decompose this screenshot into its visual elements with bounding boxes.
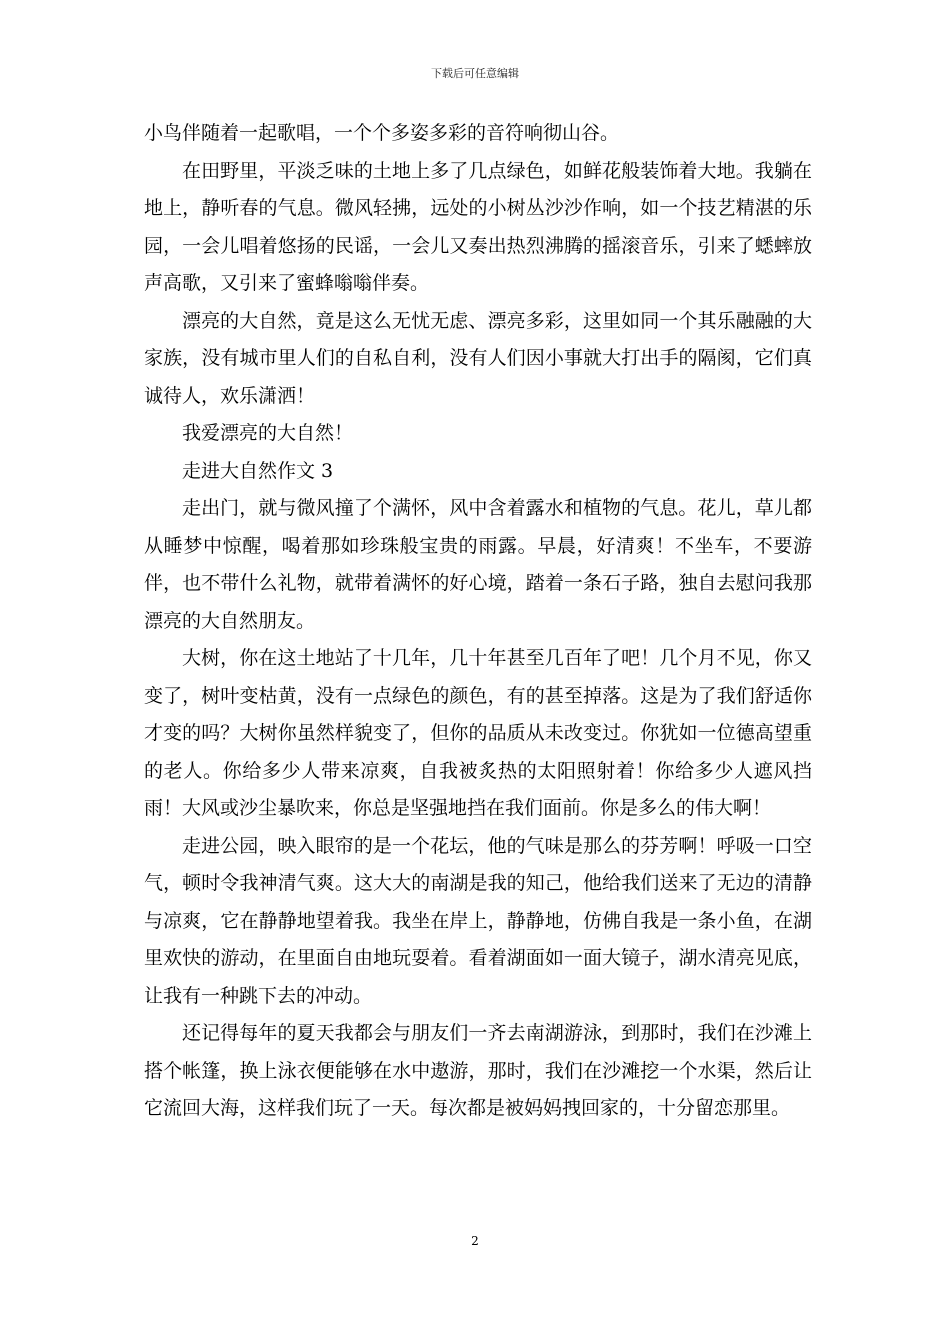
page-number: 2	[471, 1234, 479, 1248]
paragraph: 大树，你在这土地站了十几年，几十年甚至几百年了吧！几个月不见，你又变了，树叶变枯黄，没有一点绿色的颜色，有的甚至掉落。这是为了我们舒适你才变的吗？大树你虽然样貌变了，但你的品质从未改变过。你犹如一位德高望重的老人。你给多少人带来凉爽，自我被炙热的太阳照射着！你给多少人遮风挡雨！大风或沙尘暴吹来，你总是坚强地挡在我们面前。你是多么的伟大啊！	[144, 647, 812, 819]
paragraph: 漂亮的大自然，竟是这么无忧无虑、漂亮多彩，这里如同一个其乐融融的大家族，没有城市里人们的自私自利，没有人们因小事就大打出手的隔阂，它们真诚待人，欢乐潇洒！	[144, 309, 812, 407]
paragraph: 我爱漂亮的大自然！	[182, 422, 354, 444]
page-header: 下载后可任意编辑	[431, 67, 519, 80]
paragraph: 还记得每年的夏天我都会与朋友们一齐去南湖游泳，到那时，我们在沙滩上搭个帐篷，换上泳衣便能够在水中遨游，那时，我们在沙滩挖一个水渠，然后让它流回大海，这样我们玩了一天。每次都是被妈妈拽回家的，十分留恋那里。	[144, 1022, 812, 1119]
paragraph: 小鸟伴随着一起歌唱，一个个多姿多彩的音符响彻山谷。	[144, 122, 620, 144]
paragraph: 走出门，就与微风撞了个满怀，风中含着露水和植物的气息。花儿，草儿都从睡梦中惊醒，喝着那如珍珠般宝贵的雨露。早晨，好清爽！不坐车，不要游伴，也不带什么礼物，就带着满怀的好心境，踏着一条石子路，独自去慰问我那漂亮的大自然朋友。	[144, 497, 812, 632]
section-title: 走进大自然作文 3	[182, 459, 334, 482]
paragraph: 走进公园，映入眼帘的是一个花坛，他的气味是那么的芬芳啊！呼吸一口空气，顿时令我神清气爽。这大大的南湖是我的知己，他给我们送来了无边的清静与凉爽，它在静静地望着我。我坐在岸上，静静地，仿佛自我是一条小鱼，在湖里欢快的游动，在里面自由地玩耍着。看着湖面如一面大镜子，湖水清亮见底，让我有一种跳下去的冲动。	[144, 834, 812, 1007]
paragraph: 在田野里，平淡乏味的土地上多了几点绿色，如鲜花般装饰着大地。我躺在地上，静听春的气息。微风轻拂，远处的小树丛沙沙作响，如一个技艺精湛的乐园，一会儿唱着悠扬的民谣，一会儿又奏出热烈沸腾的摇滚音乐，引来了蟋蟀放声高歌，又引来了蜜蜂嗡嗡伴奏。	[144, 159, 812, 294]
document-body	[144, 115, 812, 1128]
